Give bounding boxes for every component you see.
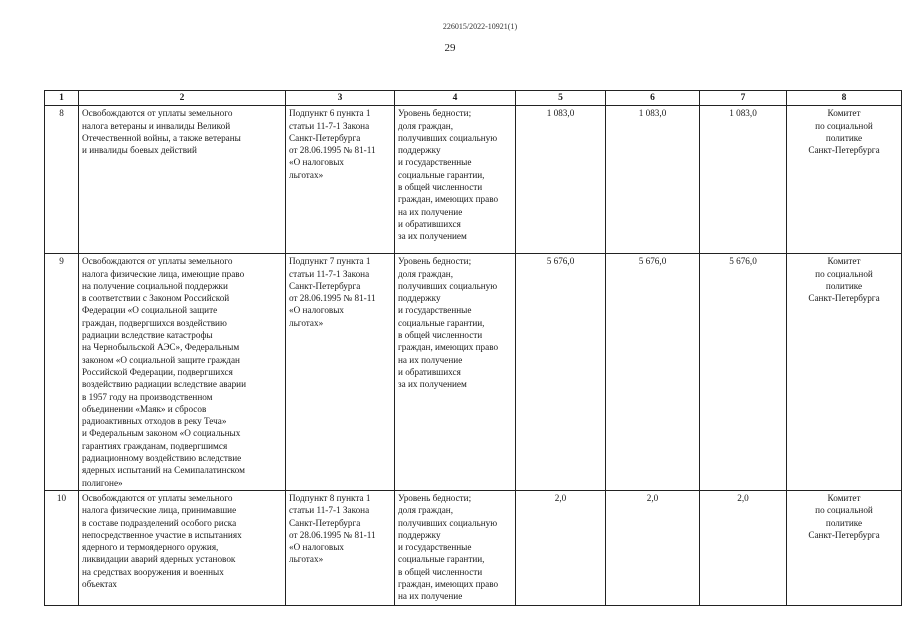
table-row [45, 254, 902, 491]
responsible-line: политике [825, 280, 863, 291]
responsible-line: политике [825, 132, 863, 143]
description-line: в соответствии с Законом Российской [82, 293, 230, 304]
indicator-line: Уровень бедности; [398, 108, 472, 119]
description-line: радиации вследствие катастрофы [82, 330, 213, 341]
legal-basis-line: Санкт-Петербурга [289, 132, 361, 143]
description-line: налога физические лица, принимавшие [82, 505, 237, 516]
legal-basis-line: от 28.06.1995 № 81-11 [289, 529, 376, 540]
description-line: и инвалиды боевых действий [82, 145, 197, 156]
value-col5-cell [516, 254, 606, 491]
value-col6: 5 676,0 [638, 256, 667, 267]
description-line: радиационному воздействию вследствие [82, 453, 242, 464]
description-cell [79, 254, 286, 491]
value-col5-cell [516, 490, 606, 605]
indicator-line: и обратившихся [398, 218, 461, 229]
description-line: законом «О социальной защите граждан [82, 354, 240, 365]
indicator-line: поддержку [398, 529, 441, 540]
benefits-table [44, 90, 902, 606]
legal-basis-line: «О налоговых [289, 542, 345, 553]
indicator-line: за их получением [398, 379, 467, 390]
column-header-4: 4 [395, 91, 516, 106]
legal-basis-line: Подпункт 8 пункта 1 [289, 492, 371, 503]
legal-basis-line: Санкт-Петербурга [289, 280, 361, 291]
legal-basis-cell [286, 254, 395, 491]
description-line: полигоне» [82, 477, 123, 488]
indicator-line: за их получением [398, 231, 467, 242]
legal-basis-line: льготах» [289, 554, 324, 565]
responsible-line: Комитет [827, 492, 861, 503]
description-line: налога ветераны и инвалиды Великой [82, 120, 231, 131]
indicator-line: социальные гарантии, [398, 317, 485, 328]
indicator-line: получивших социальную [398, 517, 498, 528]
indicator-line: на их получение [398, 591, 463, 602]
indicator-line: социальные гарантии, [398, 554, 485, 565]
table-row [45, 106, 902, 254]
indicator-line: поддержку [398, 145, 441, 156]
value-col5-cell [516, 106, 606, 254]
indicator-line: в общей численности [398, 566, 483, 577]
description-line: воздействию радиации вследствие аварии [82, 379, 246, 390]
row-number: 8 [59, 108, 64, 119]
responsible-line: Комитет [827, 256, 861, 267]
document-number: 226015/2022-10921(1) [442, 22, 518, 31]
value-col7: 1 083,0 [729, 108, 757, 119]
description-line: Российской Федерации, подвергшихся [82, 366, 233, 377]
indicator-line: доля граждан, [398, 505, 454, 516]
legal-basis-line: Подпункт 6 пункта 1 [289, 108, 371, 119]
legal-basis-line: статьи 11-7-1 Закона [289, 268, 370, 279]
description-line: Освобождаются от уплаты земельного [82, 108, 233, 119]
legal-basis-line: от 28.06.1995 № 81-11 [289, 145, 376, 156]
value-col5: 2,0 [554, 492, 567, 503]
value-col5: 1 083,0 [546, 108, 575, 119]
description-line: Освобождаются от уплаты земельного [82, 492, 233, 503]
legal-basis-line: «О налоговых [289, 157, 345, 168]
column-header-2: 2 [79, 91, 286, 106]
description-line: радиоактивных отходов в реку Теча» [82, 416, 227, 427]
description-line: на средствах вооружения и военных [82, 566, 224, 577]
indicator-line: поддержку [398, 293, 441, 304]
indicator-line: на их получение [398, 206, 463, 217]
description-line: гарантиях гражданам, подвергшимся [82, 440, 228, 451]
value-col6-cell [606, 490, 700, 605]
page-number: 29 [444, 42, 456, 54]
legal-basis-cell [286, 490, 395, 605]
legal-basis-cell [286, 106, 395, 254]
value-col7-cell [700, 106, 787, 254]
column-header-3: 3 [286, 91, 395, 106]
column-header-8: 8 [787, 91, 902, 106]
value-col7-cell [700, 254, 787, 491]
legal-basis-line: льготах» [289, 169, 324, 180]
legal-basis-line: от 28.06.1995 № 81-11 [289, 293, 376, 304]
description-line: и Федеральным законом «О социальных [82, 428, 241, 439]
value-col7: 5 676,0 [729, 256, 757, 267]
responsible-line: Санкт-Петербурга [808, 145, 880, 156]
description-line: в 1957 году на производственном [82, 391, 213, 402]
responsible-cell [787, 106, 902, 254]
responsible-line: Комитет [827, 108, 861, 119]
value-col6: 2,0 [646, 492, 659, 503]
indicator-line: и государственные [398, 542, 472, 553]
responsible-line: Санкт-Петербурга [808, 293, 880, 304]
indicator-line: доля граждан, [398, 120, 454, 131]
legal-basis-line: статьи 11-7-1 Закона [289, 120, 370, 131]
indicator-line: в общей численности [398, 330, 483, 341]
responsible-line: по социальной [815, 120, 873, 131]
indicator-line: в общей численности [398, 182, 483, 193]
responsible-line: по социальной [815, 268, 873, 279]
row-number: 9 [59, 256, 64, 267]
responsible-line: политике [825, 517, 863, 528]
legal-basis-line: «О налоговых [289, 305, 345, 316]
description-line: ликвидации аварий ядерных установок [82, 554, 236, 565]
column-header-6: 6 [606, 91, 700, 106]
description-line: граждан, подвергшихся воздействию [82, 317, 227, 328]
indicator-line: и государственные [398, 305, 472, 316]
description-cell [79, 490, 286, 605]
indicator-line: Уровень бедности; [398, 256, 472, 267]
row-number-cell [45, 490, 79, 605]
row-number-cell [45, 106, 79, 254]
table-header-row [45, 91, 902, 106]
indicator-line: Уровень бедности; [398, 492, 472, 503]
description-line: объединении «Маяк» и сбросов [82, 403, 207, 414]
value-col6-cell [606, 106, 700, 254]
row-number: 10 [56, 492, 67, 503]
legal-basis-line: Санкт-Петербурга [289, 517, 361, 528]
legal-basis-line: Подпункт 7 пункта 1 [289, 256, 371, 267]
description-line: налога физические лица, имеющие право [82, 268, 245, 279]
indicator-line: и государственные [398, 157, 472, 168]
indicator-cell [395, 106, 516, 254]
row-number-cell [45, 254, 79, 491]
responsible-line: по социальной [815, 505, 873, 516]
description-line: Отечественной войны, а также ветераны [82, 132, 241, 143]
value-col7: 2,0 [737, 492, 749, 503]
description-line: ядерного и термоядерного оружия, [82, 542, 219, 553]
indicator-line: граждан, имеющих право [398, 579, 499, 590]
description-line: Освобождаются от уплаты земельного [82, 256, 233, 267]
responsible-cell [787, 254, 902, 491]
indicator-cell [395, 254, 516, 491]
indicator-line: социальные гарантии, [398, 169, 485, 180]
indicator-cell [395, 490, 516, 605]
indicator-line: граждан, имеющих право [398, 194, 499, 205]
column-header-7: 7 [700, 91, 787, 106]
description-line: в составе подразделений особого риска [82, 517, 237, 528]
indicator-line: получивших социальную [398, 132, 498, 143]
value-col5: 5 676,0 [546, 256, 575, 267]
value-col6-cell [606, 254, 700, 491]
responsible-line: Санкт-Петербурга [808, 529, 880, 540]
indicator-line: и обратившихся [398, 366, 461, 377]
responsible-cell [787, 490, 902, 605]
description-line: объектах [82, 579, 118, 590]
description-line: на получение социальной поддержки [82, 280, 228, 291]
column-header-1: 1 [45, 91, 79, 106]
description-line: Федерации «О социальной защите [82, 305, 218, 316]
indicator-line: доля граждан, [398, 268, 454, 279]
indicator-line: получивших социальную [398, 280, 498, 291]
description-cell [79, 106, 286, 254]
description-line: непосредственное участие в испытаниях [82, 529, 242, 540]
table-row [45, 490, 902, 605]
value-col6: 1 083,0 [638, 108, 667, 119]
description-line: на Чернобыльской АЭС», Федеральным [82, 342, 240, 353]
indicator-line: граждан, имеющих право [398, 342, 499, 353]
column-header-5: 5 [516, 91, 606, 106]
legal-basis-line: льготах» [289, 317, 324, 328]
value-col7-cell [700, 490, 787, 605]
description-line: ядерных испытаний на Семипалатинском [82, 465, 245, 476]
legal-basis-line: статьи 11-7-1 Закона [289, 505, 370, 516]
indicator-line: на их получение [398, 354, 463, 365]
